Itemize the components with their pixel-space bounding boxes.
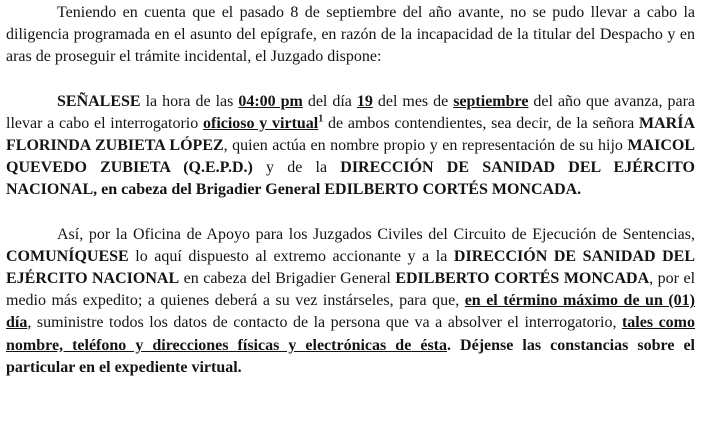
schedule-text-2: del día — [302, 92, 357, 110]
paragraph-schedule — [6, 91, 695, 202]
schedule-text-6: , quien actúa en nombre propio y en representación de su hijo — [223, 137, 628, 155]
party-name-1: MARÍA FLORINDA ZUBIETA LÓPEZ — [6, 114, 695, 155]
hearing-day: 19 — [356, 92, 373, 110]
comm-text-2: lo aquí dispuesto al extremo accionante y a la — [128, 247, 454, 265]
hearing-month: septiembre — [453, 92, 529, 110]
paragraph-intro — [6, 2, 695, 69]
hearing-time: 04:00 pm — [238, 92, 303, 110]
comm-text-3: en cabeza del Brigadier General — [179, 270, 396, 288]
document-body — [6, 2, 695, 379]
comm-general-name: EDILBERTO CORTÉS MONCADA — [395, 270, 650, 288]
deadline-phrase: en el término máximo de un (01) día — [6, 292, 695, 332]
party-name-2: MAICOL QUEVEDO ZUBIETA (Q.E.P.D.) — [6, 137, 696, 177]
comuniquese-keyword: COMUNÍQUESE — [6, 247, 129, 265]
schedule-text-5: de ambos contendientes, sea decir, de la señora — [323, 114, 639, 132]
schedule-text-7: y de la — [252, 159, 341, 177]
schedule-text-1: la hora de las — [140, 92, 239, 110]
comm-institution: DIRECCIÓN DE SANIDAD DEL EJÉRCITO NACIONAL — [6, 247, 696, 288]
interrogation-mode: oficioso y virtual — [202, 114, 319, 132]
schedule-text-3: del mes de — [372, 92, 454, 110]
closing-sentence: . Déjense las constancias sobre el particular en el expediente virtual. — [6, 336, 696, 376]
contact-details-phrase: tales como nombre, teléfono y direcciones físicas y electrónicas de ésta — [6, 314, 696, 354]
comm-text-1: Así, por la Oficina de Apoyo para los Juzgados Civiles del Circuito de Ejecución de Sentencias, — [57, 225, 695, 243]
footnote-ref: 1 — [318, 113, 324, 125]
comm-text-5: , suministre todos los datos de contacto de la persona que va a absolver el interrogatorio, — [27, 314, 622, 332]
senalese-keyword: SEÑALESE — [57, 92, 141, 110]
intro-text: Teniendo en cuenta que el pasado 8 de septiembre del año avante, no se pudo llevar a cabo la diligencia programada en el asunto del epígrafe, en razón de la incapacidad de la titular del Despacho y en aras de proseguir el trámite incidental, el Juzgado dispone: — [6, 4, 695, 66]
party-institution: DIRECCIÓN DE SANIDAD DEL EJÉRCITO NACIONAL, en cabeza del Brigadier General EDILBERTO CORTÉS MONCADA. — [6, 159, 696, 199]
comm-text-4: , por el medio más expedito; a quienes deberá a su vez instárseles, para que, — [6, 270, 696, 310]
schedule-text-4: del año que avanza, para llevar a cabo el interrogatorio — [6, 92, 696, 132]
paragraph-communication — [6, 224, 695, 379]
